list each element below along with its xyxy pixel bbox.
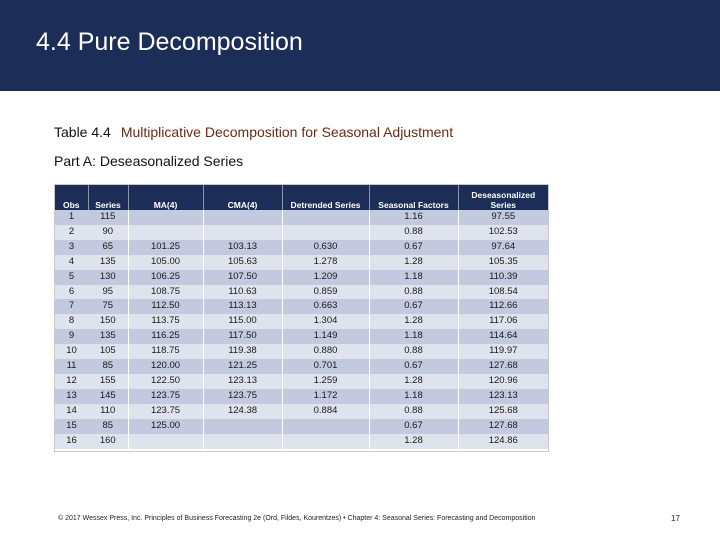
table-cell: 125.00	[128, 419, 203, 434]
table-cell: 105.63	[203, 255, 282, 270]
table-cell: 114.64	[458, 329, 548, 344]
table-cell: 0.67	[369, 240, 458, 255]
table-cell: 0.67	[369, 299, 458, 314]
table-cell: 97.64	[458, 240, 548, 255]
table-cell: 14	[55, 404, 88, 419]
table-cell: 108.54	[458, 285, 548, 300]
table-cell: 0.88	[369, 225, 458, 240]
table-cell: 123.75	[203, 389, 282, 404]
table-cell: 1.18	[369, 389, 458, 404]
table-cell: 119.38	[203, 344, 282, 359]
table-cell: 15	[55, 419, 88, 434]
table-cell: 5	[55, 270, 88, 285]
table-cell: 3	[55, 240, 88, 255]
table-cell: 1.278	[282, 255, 369, 270]
table-cell: 127.68	[458, 419, 548, 434]
table-cell: 110.39	[458, 270, 548, 285]
table-cell: 155	[88, 374, 128, 389]
table-row	[55, 210, 548, 225]
table-cell: 150	[88, 314, 128, 329]
table-cell: 1.209	[282, 270, 369, 285]
table-cell: 95	[88, 285, 128, 300]
table-cell: 10	[55, 344, 88, 359]
table-cell: 1.16	[369, 210, 458, 225]
table-cell	[282, 434, 369, 449]
table-cell: 1.28	[369, 434, 458, 449]
table-row	[55, 434, 548, 449]
table-cell: 122.50	[128, 374, 203, 389]
table-cell: 130	[88, 270, 128, 285]
table-caption-text: Multiplicative Decomposition for Seasonal Adjustment	[120, 124, 454, 140]
table-cell	[282, 210, 369, 225]
table-cell: 0.88	[369, 344, 458, 359]
table-cell: 121.25	[203, 359, 282, 374]
table-row	[55, 285, 548, 300]
table-cell: 0.88	[369, 285, 458, 300]
table-row	[55, 255, 548, 270]
table-cell: 13	[55, 389, 88, 404]
column-header: CMA(4)	[203, 185, 282, 210]
table-row	[55, 225, 548, 240]
table-cell: 124.86	[458, 434, 548, 449]
table-row	[55, 359, 548, 374]
table-cell: 101.25	[128, 240, 203, 255]
table-cell: 12	[55, 374, 88, 389]
table-cell: 113.13	[203, 299, 282, 314]
table-cell: 103.13	[203, 240, 282, 255]
table-cell	[282, 225, 369, 240]
table-cell: 117.50	[203, 329, 282, 344]
table-cell: 7	[55, 299, 88, 314]
table-cell: 0.701	[282, 359, 369, 374]
table-cell: 8	[55, 314, 88, 329]
table-cell	[203, 419, 282, 434]
table-cell: 90	[88, 225, 128, 240]
table-cell: 1.28	[369, 255, 458, 270]
table-cell: 119.97	[458, 344, 548, 359]
table-cell: 110	[88, 404, 128, 419]
table-cell: 102.53	[458, 225, 548, 240]
table-cell	[203, 434, 282, 449]
table-cell: 65	[88, 240, 128, 255]
table-cell: 1.28	[369, 374, 458, 389]
table-row	[55, 344, 548, 359]
table-cell: 106.25	[128, 270, 203, 285]
table-cell: 6	[55, 285, 88, 300]
table-cell	[128, 434, 203, 449]
table-cell: 1.18	[369, 329, 458, 344]
table-cell: 0.663	[282, 299, 369, 314]
table-row	[55, 299, 548, 314]
table-cell: 145	[88, 389, 128, 404]
table-cell: 85	[88, 359, 128, 374]
table-cell: 1.18	[369, 270, 458, 285]
table-cell: 118.75	[128, 344, 203, 359]
table-cell: 112.50	[128, 299, 203, 314]
table-row	[55, 389, 548, 404]
table-cell: 135	[88, 329, 128, 344]
part-a-heading: Part A: Deseasonalized Series	[54, 153, 244, 169]
table-cell: 115	[88, 210, 128, 225]
table-row	[55, 270, 548, 285]
page-number: 17	[671, 514, 680, 523]
table-cell: 135	[88, 255, 128, 270]
table-cell: 160	[88, 434, 128, 449]
table-row	[55, 404, 548, 419]
column-header: Obs	[55, 185, 88, 210]
table-cell	[203, 210, 282, 225]
table-cell: 1.149	[282, 329, 369, 344]
table-cell: 1.28	[369, 314, 458, 329]
table-cell: 105.00	[128, 255, 203, 270]
table-cell: 4	[55, 255, 88, 270]
table-cell: 125.68	[458, 404, 548, 419]
table-cell: 110.63	[203, 285, 282, 300]
column-header: MA(4)	[128, 185, 203, 210]
table-cell: 105.35	[458, 255, 548, 270]
column-header: Deseasonalized Series	[458, 185, 548, 210]
table-cell: 123.75	[128, 404, 203, 419]
table-cell: 105	[88, 344, 128, 359]
table-row	[55, 419, 548, 434]
table-cell: 1.304	[282, 314, 369, 329]
column-header: Detrended Series	[282, 185, 369, 210]
table-row	[55, 240, 548, 255]
table-cell	[203, 225, 282, 240]
table-cell: 123.13	[458, 389, 548, 404]
table-cell: 0.859	[282, 285, 369, 300]
table-cell: 85	[88, 419, 128, 434]
table-row	[55, 329, 548, 344]
table-cell: 0.67	[369, 419, 458, 434]
table-cell	[128, 225, 203, 240]
table-cell: 115.00	[203, 314, 282, 329]
table-cell: 97.55	[458, 210, 548, 225]
decomposition-table-container	[54, 184, 549, 452]
column-header: Series	[88, 185, 128, 210]
table-cell: 0.88	[369, 404, 458, 419]
table-header-row	[55, 185, 548, 210]
table-number: Table 4.4	[54, 124, 111, 140]
table-cell: 113.75	[128, 314, 203, 329]
table-caption	[54, 124, 453, 140]
table-cell: 120.00	[128, 359, 203, 374]
table-cell: 16	[55, 434, 88, 449]
table-cell: 0.630	[282, 240, 369, 255]
title-bar	[0, 0, 720, 91]
table-row	[55, 374, 548, 389]
table-row	[55, 314, 548, 329]
table-cell: 108.75	[128, 285, 203, 300]
table-cell: 117.06	[458, 314, 548, 329]
table-cell	[128, 210, 203, 225]
table-cell: 112.66	[458, 299, 548, 314]
table-body	[55, 210, 548, 449]
table-cell: 107.50	[203, 270, 282, 285]
table-cell: 9	[55, 329, 88, 344]
table-cell	[282, 419, 369, 434]
table-cell: 11	[55, 359, 88, 374]
column-header: Seasonal Factors	[369, 185, 458, 210]
table-cell: 1.259	[282, 374, 369, 389]
table-cell: 123.75	[128, 389, 203, 404]
table-cell: 116.25	[128, 329, 203, 344]
table-cell: 75	[88, 299, 128, 314]
table-cell: 0.67	[369, 359, 458, 374]
slide-title: 4.4 Pure Decomposition	[36, 28, 303, 56]
footer-copyright: © 2017 Wessex Press, Inc. Principles of Business Forecasting 2e (Ord, Fildes, Kourentzes) • Chapter 4: Seasonal Series: Forecasting and Decomposition	[58, 515, 536, 522]
table-cell: 0.884	[282, 404, 369, 419]
table-cell: 123.13	[203, 374, 282, 389]
table-cell: 2	[55, 225, 88, 240]
decomposition-table	[55, 185, 548, 449]
table-cell: 1.172	[282, 389, 369, 404]
table-cell: 120.96	[458, 374, 548, 389]
table-cell: 0.880	[282, 344, 369, 359]
table-cell: 1	[55, 210, 88, 225]
table-cell: 127.68	[458, 359, 548, 374]
table-cell: 124.38	[203, 404, 282, 419]
